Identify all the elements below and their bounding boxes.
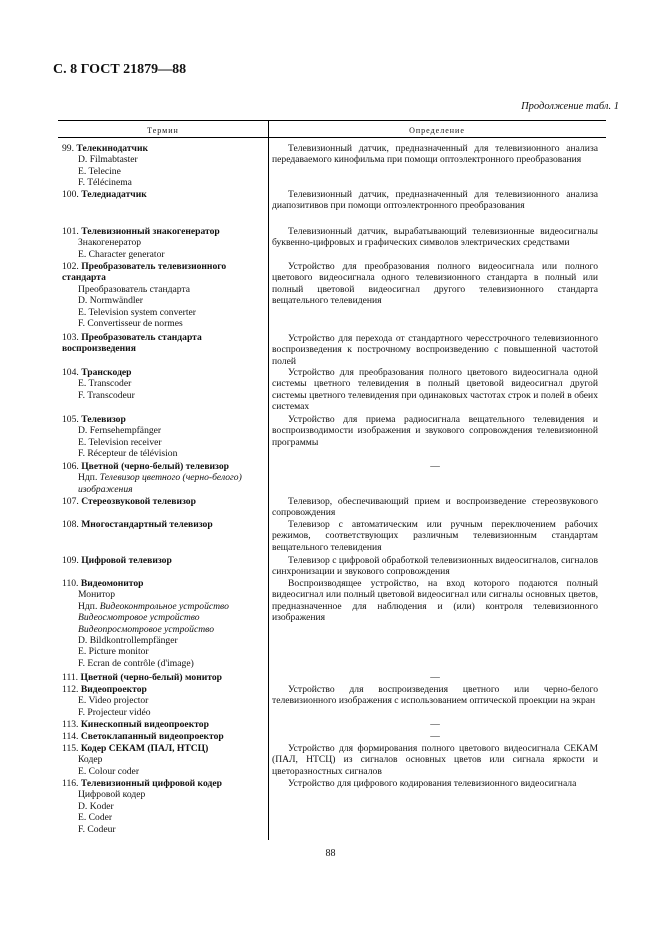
term-main [62,189,266,200]
term-text: F. Transcodeur [78,389,135,401]
term-line [62,601,266,612]
definition-cell: Телевизионный датчик, предназначенный для телевизионного анализа передаваемого кинофильма при помощи оптоэлектронного преобразования [272,143,598,166]
term-line [62,390,266,401]
term-number: 106. [62,461,79,472]
term-text: F. Récepteur de télévision [78,448,178,460]
term-line [62,766,266,777]
term-text: E. Colour coder [78,765,140,777]
term-text: E. Television system converter [78,306,196,318]
term-line [62,624,266,635]
definition-cell: Устройство для воспроизведения цветного или черно-белого телевизионного изображения с использованием оптической проекции на экран [272,684,598,707]
term-cell [62,143,266,189]
term-line [62,295,266,306]
term-number: 100. [62,189,79,200]
term-main [62,672,266,683]
term-line [62,635,266,646]
term-text: E. Transcoder [78,378,132,390]
term-cell [62,555,266,566]
term-text: E. Video projector [78,695,149,707]
term-text: Цифровой телевизор [81,555,172,566]
term-line [62,824,266,835]
term-line [62,812,266,823]
term-line [62,318,266,329]
term-text: E. Character generator [78,248,165,260]
term-text: F. Télécinema [78,177,132,189]
term-number: 109. [62,555,79,566]
term-main [62,414,266,425]
term-line [62,437,266,448]
term-number: 111. [62,672,79,683]
term-prefix: Ндп. [78,472,100,484]
term-line [62,166,266,177]
term-line [62,177,266,188]
term-text: Телевизионный знакогенератор [81,226,220,237]
column-divider [268,121,269,840]
term-main [62,226,266,237]
term-cell [62,672,266,683]
term-line [62,658,266,669]
term-text: E. Coder [78,812,113,824]
term-cell [62,743,266,777]
term-main [62,332,266,355]
term-number: 99. [62,143,74,154]
term-line [62,589,266,600]
term-line [62,695,266,706]
term-number: 112. [62,684,79,695]
term-text: F. Convertisseur de normes [78,318,183,330]
term-text: Видеосмотровое устройство [78,612,200,624]
definition-cell: Телевизор, обеспечивающий прием и воспроизведение стереозвукового сопровождения [272,496,598,519]
term-main [62,367,266,378]
term-text: Видеопроектор [80,684,147,695]
term-cell [62,719,266,730]
term-cell [62,684,266,718]
term-text: Цветной (черно-белый) монитор [80,672,222,683]
term-number: 105. [62,414,79,425]
term-text: Знакогенератор [78,237,142,249]
term-text: Видеопросмотровое устройство [78,623,214,635]
term-line [62,646,266,657]
term-text: Теледиадатчик [81,189,147,200]
term-line [62,237,266,248]
table-continuation-label: Продолжение табл. 1 [521,101,619,112]
definition-cell: Устройство для преобразования полного цветового видеосигнала одной системы цветного телевидения в полный цветовой видеосигнал другой системы цветного телевидения при одинаковых частотах строк и полей в обеих системах [272,367,598,413]
column-header-term: Термин [147,126,179,135]
term-cell [62,496,266,507]
term-main [62,778,266,789]
term-line [62,448,266,459]
term-text: Кодер СЕКАМ (ПАЛ, НТСЦ) [80,743,209,754]
term-cell [62,731,266,742]
term-text: Цветной (черно-белый) телевизор [81,461,229,472]
term-text: Светоклапанный видеопроектор [80,731,224,742]
term-number: 115. [62,743,79,754]
term-text: E. Picture monitor [78,646,149,658]
term-line [62,801,266,812]
term-number: 101. [62,226,79,237]
term-cell [62,332,266,355]
term-line [62,154,266,165]
definition-cell: Телевизор с автоматическим или ручным переключением рабочих режимов, соответствующих различным телевизионным стандартам вещательного телевидения [272,519,598,553]
term-cell [62,461,266,495]
definition-cell: Телевизор с цифровой обработкой телевизионных видеосигналов, сигналов синхронизации и звукового сопровождения [272,555,598,578]
definition-cell: Воспроизводящее устройство, на вход которого подаются полный видеосигнал или полный цветовой видеосигнал или сигналы основных цветов, предназначенное для наблюдения и (или) контроля телевизионного изображения [272,578,598,624]
term-line [62,754,266,765]
term-main [62,519,266,530]
term-number: 114. [62,731,79,742]
term-text: Монитор [78,589,116,601]
term-text: D. Filmabtaster [78,154,138,166]
term-text: D. Koder [78,800,114,812]
term-cell [62,189,266,200]
term-text: Многостандартный телевизор [81,519,213,530]
term-line [62,612,266,623]
term-main [62,555,266,566]
term-text: D. Normwändler [78,295,144,307]
term-text: F. Codeur [78,823,116,835]
definition-cell: Телевизионный датчик, предназначенный для телевизионного анализа диапозитивов при помощи оптоэлектронного преобразования [272,189,598,212]
table-header-rule [58,137,606,138]
page-header: С. 8 ГОСТ 21879—88 [53,62,187,77]
term-text: Видеоконтрольное устройство [99,600,229,612]
term-line [62,789,266,800]
term-line [62,284,266,295]
definition-cell: — [430,731,440,742]
term-line [62,425,266,436]
definition-cell: — [430,461,440,472]
term-text: D. Fernsehempfänger [78,425,162,437]
term-text: Телевизор цветного (черно-белого) изображения [78,472,245,495]
term-number: 104. [62,367,79,378]
term-number: 113. [62,719,79,730]
term-main [62,743,266,754]
term-line [62,707,266,718]
page-number: 88 [325,848,336,859]
column-header-definition: Определение [409,126,465,135]
term-text: E. Telecine [78,165,121,177]
term-text: Телекинодатчик [76,143,149,154]
definition-cell: — [430,719,440,730]
term-prefix: Ндп. [78,600,100,612]
term-text: Видеомонитор [80,578,144,589]
term-cell [62,414,266,460]
term-text: Телевизионный цифровой кодер [80,778,222,789]
term-line [62,307,266,318]
term-text: Преобразователь телевизионного стандарта [62,261,229,284]
term-text: F. Ecran de contrôle (d'image) [78,657,194,669]
term-number: 108. [62,519,79,530]
term-line [62,472,266,495]
term-number: 103. [62,332,79,343]
term-main [62,143,266,154]
term-main [62,578,266,589]
term-number: 116. [62,778,79,789]
term-cell [62,261,266,329]
term-number: 102. [62,261,79,272]
term-text: F. Projecteur vidéo [78,706,151,718]
term-text: E. Television receiver [78,436,162,448]
definition-cell: Устройство для приема радиосигнала вещательного телевидения и воспроизводимости изображения и звукового сопровождения телевизионной программы [272,414,598,448]
term-text: Кодер [78,754,103,766]
definition-cell: Устройство для преобразования полного видеосигнала или полного цветового видеосигнала одного телевизионного стандарта в полный или полный цветовой видеосигнал другого телевизионного стандарта вещательного телевидения [272,261,598,307]
term-number: 107. [62,496,79,507]
term-text: Цифровой кодер [78,789,146,801]
definition-cell: Устройство для перехода от стандартного чересстрочного телевизионного воспроизведения к построчному воспроизведению с повышенной частотой полей [272,333,598,367]
term-line [62,249,266,260]
term-cell [62,778,266,835]
term-cell [62,578,266,669]
term-main [62,731,266,742]
definition-cell: Устройство для формирования полного цветового видеосигнала СЕКАМ (ПАЛ, НТСЦ) из сигналов основных цветов или сигнала яркости и цветоразностных сигналов [272,743,598,777]
term-cell [62,367,266,401]
term-number: 110. [62,578,79,589]
definition-cell: Устройство для цифрового кодирования телевизионного видеосигнала [288,778,577,789]
term-text: Телевизор [81,414,126,425]
definition-cell: — [430,672,440,683]
term-main [62,261,266,284]
term-text: Стереозвуковой телевизор [81,496,196,507]
term-line [62,378,266,389]
term-main [62,684,266,695]
term-text: Транскодер [81,367,132,378]
term-text: Преобразователь стандарта воспроизведения [62,332,205,355]
term-cell [62,226,266,260]
term-cell [62,519,266,530]
term-text: Кинескопный видеопроектор [80,719,209,730]
term-main [62,461,266,472]
term-text: Преобразователь стандарта [78,283,191,295]
term-text: D. Bildkontrollempfänger [78,635,178,647]
table-top-rule [58,120,606,121]
definition-cell: Телевизионный датчик, вырабатывающий телевизионные видеосигналы буквенно-цифровых и графических символов электрических средствами [272,226,598,249]
term-main [62,496,266,507]
term-main [62,719,266,730]
